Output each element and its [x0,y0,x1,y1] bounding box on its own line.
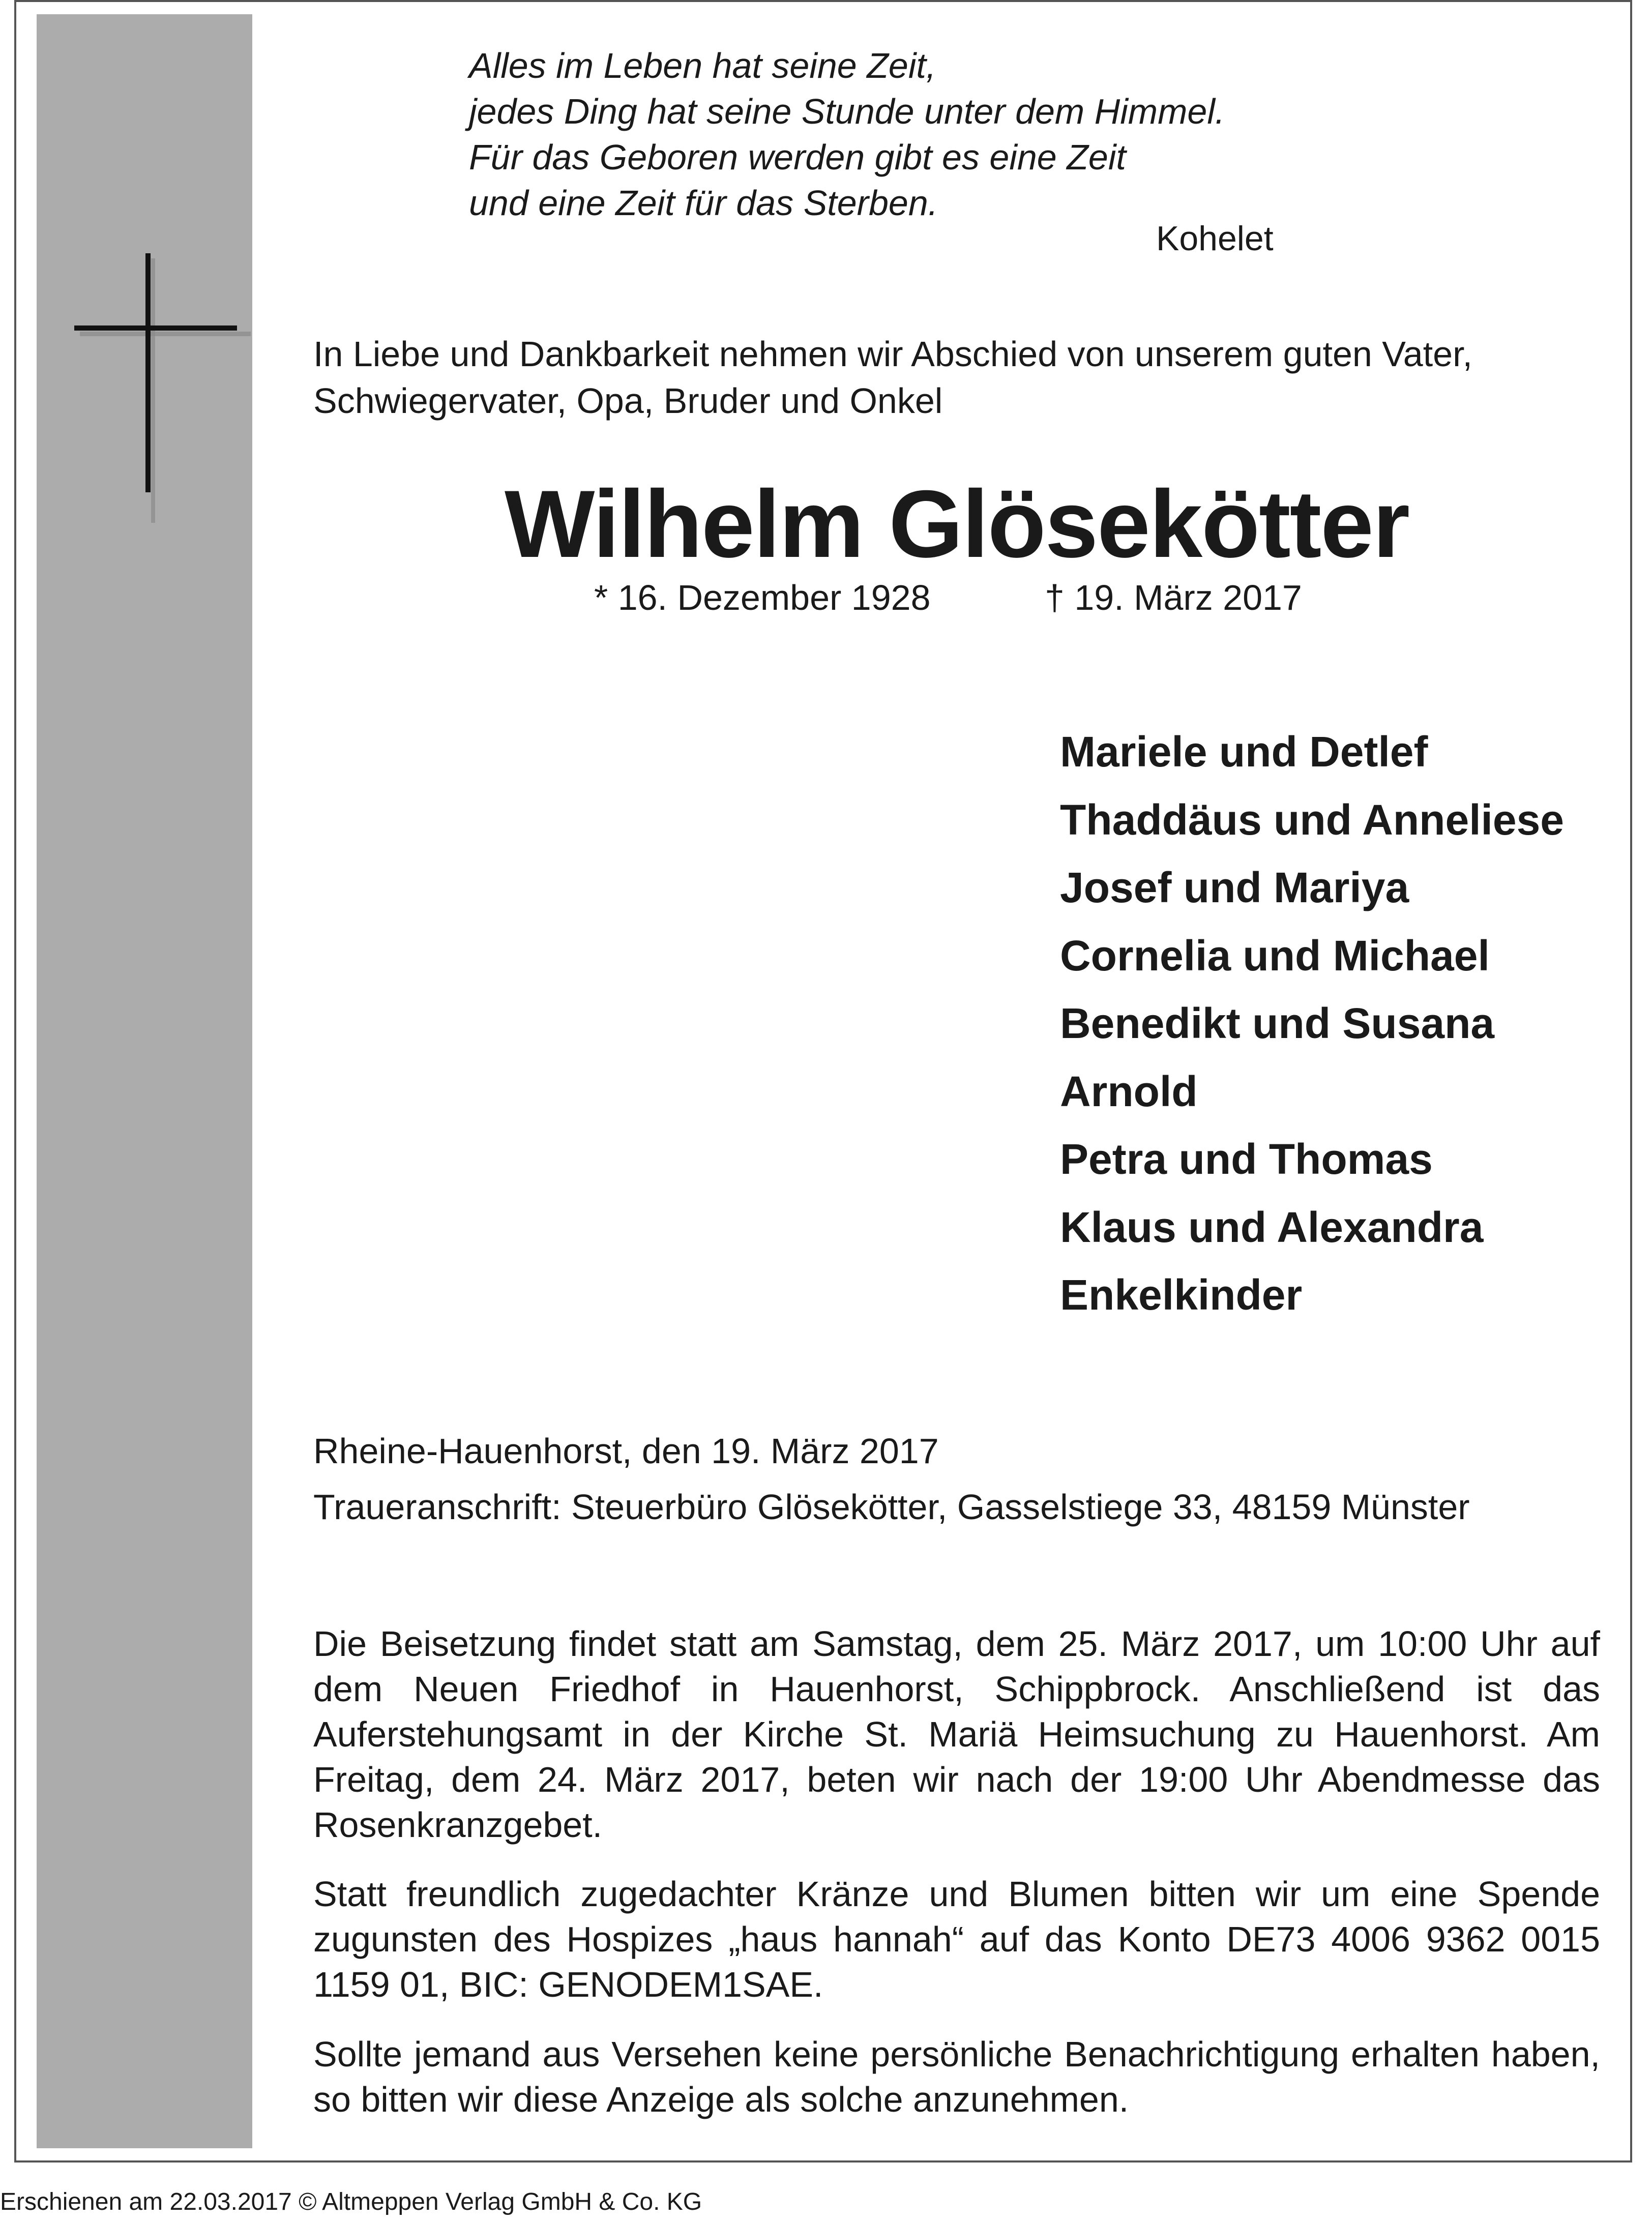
survivor-item: Petra und Thomas [1060,1135,1433,1183]
survivor-list [1060,718,1564,1329]
cross-icon [71,244,259,529]
survivor-item: Enkelkinder [1060,1271,1303,1319]
donation-info: Statt freundlich zugedachter Kränze und Blumen bitten wir um eine Spende zugunsten des Hospizes „haus hannah“ auf das Konto DE73 4006 9362 0015 1159 01, BIC: GENODEM1SAE. [313,1874,1600,2004]
publication-footer: Erschienen am 22.03.2017 © Altmeppen Verlag GmbH & Co. KG [0,2188,702,2215]
mourning-address: Traueranschrift: Steuerbüro Glösekötter, Gasselstiege 33, 48159 Münster [313,1487,1470,1527]
quote-line: Alles im Leben hat seine Zeit, [469,46,936,85]
survivor-item: Benedikt und Susana [1060,999,1495,1047]
quote-line: und eine Zeit für das Sterben. [469,183,938,223]
survivor-item: Josef und Mariya [1060,864,1409,911]
deceased-name: Wilhelm Glösekötter [504,470,1409,577]
place-date: Rheine-Hauenhorst, den 19. März 2017 [313,1431,939,1471]
notice-info: Sollte jemand aus Versehen keine persönliche Benachrichtigung erhalten haben, so bitten wir diese Anzeige als solche anzunehmen. [313,2034,1600,2119]
intro-line: In Liebe und Dankbarkeit nehmen wir Abschied von unserem guten Vater, [313,334,1472,374]
intro-line: Schwiegervater, Opa, Bruder und Onkel [313,381,943,421]
survivor-item: Cornelia und Michael [1060,931,1490,980]
quote-line: jedes Ding hat seine Stunde unter dem Himmel. [469,92,1225,131]
survivor-item: Thaddäus und Anneliese [1060,795,1565,844]
quote-author: Kohelet [1156,219,1274,258]
survivor-item: Mariele und Detlef [1060,728,1428,776]
death-date: † 19. März 2017 [1045,578,1302,617]
survivor-item: Arnold [1060,1067,1198,1115]
funeral-info: Die Beisetzung findet statt am Samstag, dem 25. März 2017, um 10:00 Uhr auf dem Neuen Friedhof in Hauenhorst, Schippbrock. Anschließend ist das Auferstehungsamt in der Kirche St. Mariä Heimsuchung zu Hauenhorst. Am Freitag, dem 24. März 2017, beten wir nach der 19:00 Uhr Abendmesse das Rosenkranzgebet. [313,1624,1600,1845]
quote-line: Für das Geboren werden gibt es eine Zeit [469,137,1126,177]
survivor-item: Klaus und Alexandra [1060,1203,1484,1251]
bible-quote [469,43,1283,226]
birth-date: * 16. Dezember 1928 [594,578,931,617]
intro-text [313,331,1600,424]
